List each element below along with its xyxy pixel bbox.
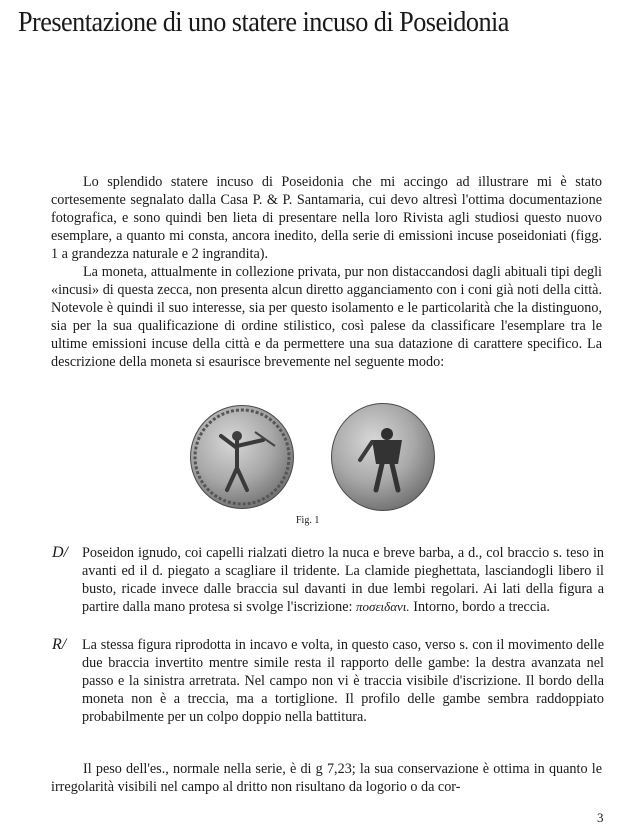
obverse-symbol: D/ xyxy=(52,544,68,561)
reverse-symbol: R/ xyxy=(52,636,67,653)
reverse-text: La stessa figura riprodotta in incavo e volta, in questo caso, verso s. con il movimento delle due braccia invertito mentre simile resta il rapporto delle gambe: la destra avanzata nel passo e la sinistra arretrata. Nel campo non vi è traccia visibile d'iscrizione. Il bordo della moneta non è a treccia, ma a tortiglione. Il profilo delle gambe sembra raddoppiato probabilmente per un colpo doppio nella battitura. xyxy=(82,637,604,725)
paragraph-text: Lo splendido statere incuso di Poseidonia che mi accingo ad illustrare mi è stato cortesemente segnalato dalla Casa P. & P. Santamaria, cui devo altresì l'ottima documentazione fotografica, e sono quindi ben lieta di presentare nella loro Rivista agli studiosi questo nuovo esemplare, a quanto mi consta, ancora inedito, della serie di emissioni incuse poseidoniati (figg. 1 a grandezza naturale e 2 ingrandita). xyxy=(51,174,602,262)
obverse-tail: Intorno, bordo a treccia. xyxy=(413,599,550,615)
reverse-description xyxy=(52,636,604,726)
poseidon-incuse-icon xyxy=(332,404,434,510)
obverse-text-block xyxy=(82,544,604,616)
coin-obverse-image xyxy=(190,405,294,509)
page-title: Presentazione di uno statere incuso di Poseidonia xyxy=(18,6,509,38)
coin-reverse-image xyxy=(331,403,435,511)
poseidon-figure-icon xyxy=(191,406,293,508)
figure-caption: Fig. 1 xyxy=(296,515,320,526)
paragraph-intro xyxy=(51,173,602,263)
obverse-description xyxy=(52,544,604,616)
paragraph-coin-context xyxy=(51,263,602,371)
paragraph-weight xyxy=(51,760,602,796)
page-number: 3 xyxy=(597,810,604,825)
coin-figure xyxy=(188,401,470,511)
obverse-text: Poseidon ignudo, coi capelli rialzati dietro la nuca e breve barba, a d., col braccio s. teso in avanti ed il d. piegato a scagliare il tridente. La clamide pieghettata, lasciandogli libero il busto, ricade invece dalle braccia sul davanti in due lembi regolari. Ai lati della figura a partire dalla mano protesa si svolge l'iscrizione: xyxy=(82,545,604,615)
paragraph-text: La moneta, attualmente in collezione privata, pur non distaccandosi dagli abituali tipi degli «incusi» di questa zecca, non presenta alcun diretto agganciamento con i coni già noti della città. Notevole è quindi il suo interesse, sia per questo isolamento e le particolarità che la distinguono, sia per la sua qualificazione di ordine stilistico, così palese da classificare l'esemplare tra le ultime emissioni incuse della città e da permettere una sua datazione di carattere specifico. La descrizione della moneta si esaurisce brevemente nel seguente modo: xyxy=(51,264,602,370)
paragraph-text: Il peso dell'es., normale nella serie, è di g 7,23; la sua conservazione è ottima in quanto le irregolarità visibili nel campo al dritto non risultano da logorio o da cor- xyxy=(51,761,602,795)
obverse-inscription: ποσειδανι. xyxy=(356,599,410,614)
